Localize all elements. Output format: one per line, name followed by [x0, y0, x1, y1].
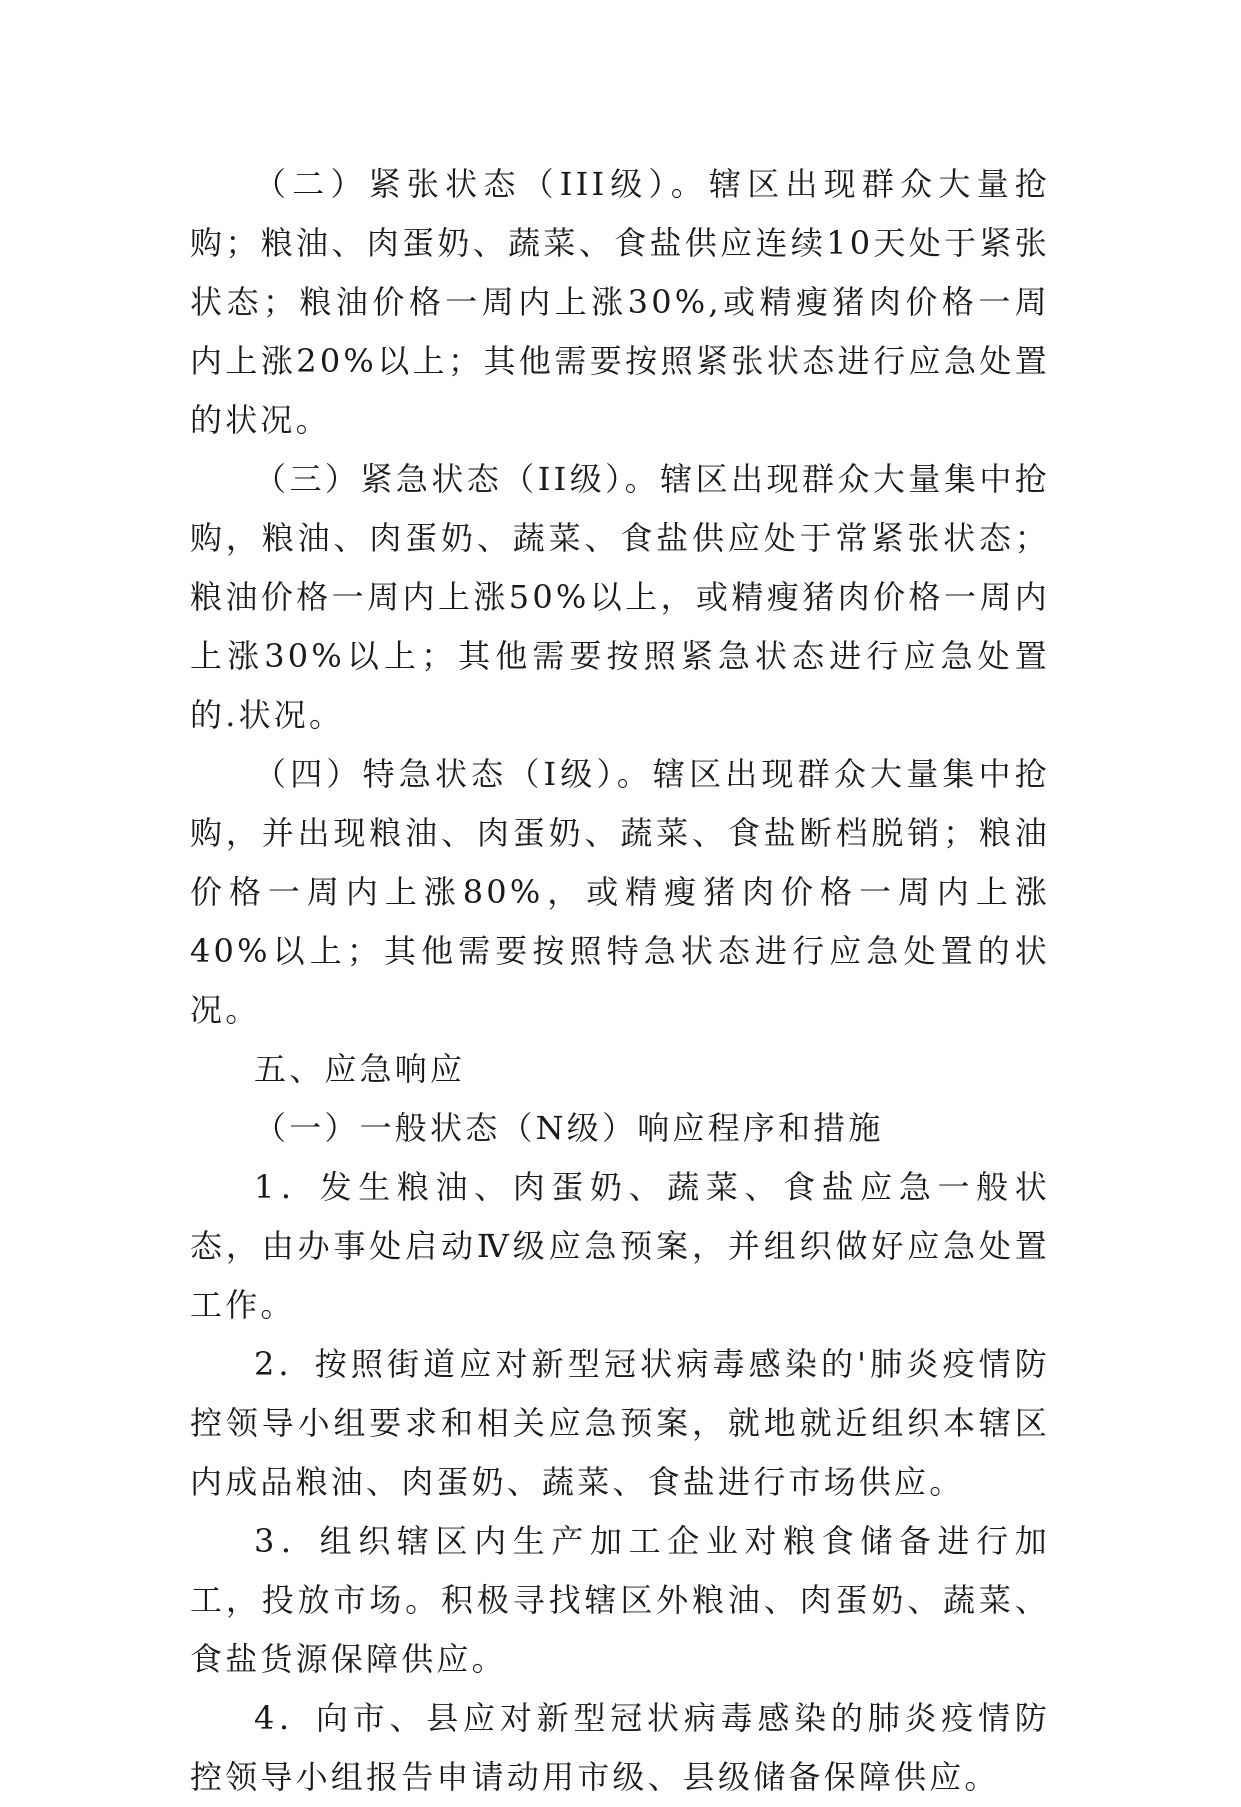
document-body: [190, 155, 1050, 1807]
list-item-2: 2．按照街道应对新型冠状病毒感染的'肺炎疫情防控领导小组要求和相关应急预案，就地就近组织本辖区内成品粮油、肉蛋奶、蔬菜、食盐进行市场供应。: [190, 1345, 1050, 1501]
list-item-3: 3．组织辖区内生产加工企业对粮食储备进行加工，投放市场。积极寻找辖区外粮油、肉蛋奶、蔬菜、食盐货源保障供应。: [190, 1522, 1050, 1678]
subsection-heading-general-state: （一）一般状态（N级）响应程序和措施: [254, 1109, 884, 1147]
list-item-4: 4．向市、县应对新型冠状病毒感染的肺炎疫情防控领导小组报告申请动用市级、县级储备保障供应。: [190, 1699, 1050, 1796]
paragraph-emergency-state: （三）紧急状态（II级）。辖区出现群众大量集中抢购，粮油、肉蛋奶、蔬菜、食盐供应处于常紧张状态；粮油价格一周内上涨50%以上，或精瘦猪肉价格一周内上涨30%以上；其他需要按照紧急状态进行应急处置的.状况。: [190, 460, 1050, 734]
list-item-1: 1．发生粮油、肉蛋奶、蔬菜、食盐应急一般状态，由办事处启动Ⅳ级应急预案，并组织做好应急处置工作。: [190, 1168, 1050, 1324]
section-heading-emergency-response: 五、应急响应: [254, 1050, 466, 1088]
paragraph-tension-state: （二）紧张状态（III级）。辖区出现群众大量抢购；粮油、肉蛋奶、蔬菜、食盐供应连续10天处于紧张状态；粮油价格一周内上涨30%,或精瘦猪肉价格一周内上涨20%以上；其他需要按照紧张状态进行应急处置的状况。: [190, 165, 1050, 439]
paragraph-urgent-state: （四）特急状态（I级）。辖区出现群众大量集中抢购，并出现粮油、肉蛋奶、蔬菜、食盐断档脱销；粮油价格一周内上涨80%，或精瘦猪肉价格一周内上涨40%以上；其他需要按照特急状态进行应急处置的状况。: [190, 755, 1050, 1029]
